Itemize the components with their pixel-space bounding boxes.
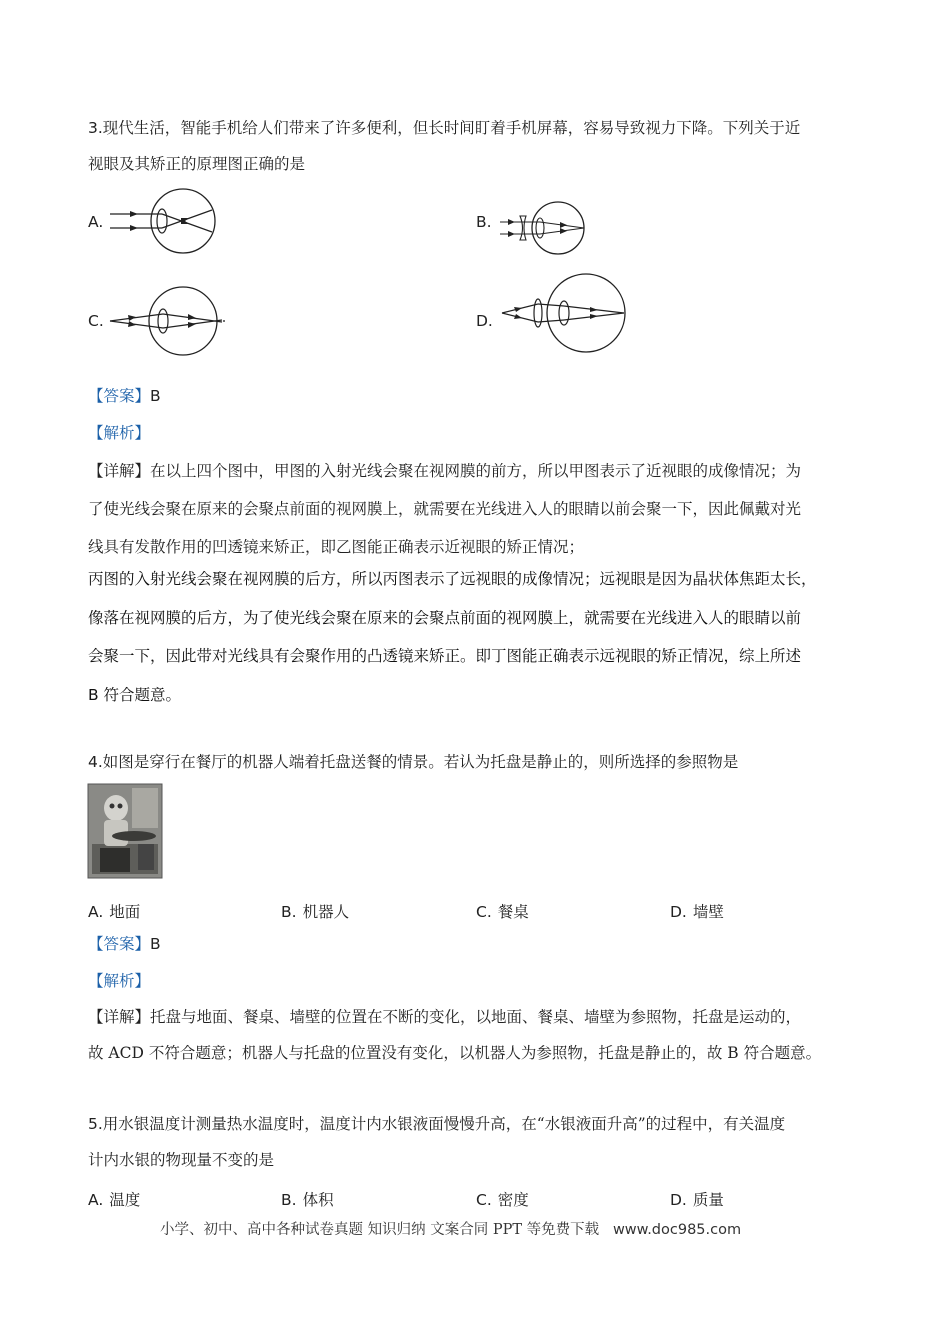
q4-detail-line2: 故 ACD 不符合题意；机器人与托盘的位置没有变化，以机器人为参照物，托盘是静止的，故 B 符合题意。 [88, 1044, 822, 1062]
q4-option-d-label: D. [670, 903, 687, 921]
q3-answer-tag: 【答案】 [88, 387, 151, 405]
q5-option-c [476, 1188, 529, 1210]
q3-detail-line1: 在以上四个图中，甲图的入射光线会聚在视网膜的前方，所以甲图表示了近视眼的成像情况；为 [150, 462, 802, 480]
q3-detail-bold [88, 560, 868, 714]
q5-stem-line1: 用水银温度计测量热水温度时，温度计内水银液面慢慢升高，在“水银液面升高”的过程中，有关温度 [102, 1115, 786, 1133]
q3-bold-line2: 像落在视网膜的后方，为了使光线会聚在原来的会聚点前面的视网膜上，就需要在光线进入人的眼睛以前 [88, 608, 802, 627]
q3-option-a [88, 213, 109, 231]
q3-bold-line4: B 符合题意。 [88, 685, 182, 704]
q4-option-c-label: C. [476, 903, 492, 921]
footer-text: 小学、初中、高中各种试卷真题 知识归纳 文案合同 PPT 等免费下载 [160, 1222, 600, 1238]
q3-analysis-tag: 【解析】 [88, 424, 151, 442]
q3-option-c [88, 312, 110, 330]
q3-detail-tag: 【详解】 [88, 462, 151, 480]
q3-answer [88, 378, 161, 414]
q3-option-b-label: B. [476, 213, 492, 231]
robot-waiter-photo [88, 784, 162, 878]
eye-diagram-a [108, 188, 220, 254]
q3-stem-line2: 视眼及其矫正的原理图正确的是 [88, 155, 306, 173]
q5-option-b [281, 1188, 334, 1210]
q3-detail [88, 452, 868, 566]
q4-detail [88, 999, 868, 1071]
page-footer [160, 1218, 741, 1239]
q4-option-b [281, 900, 349, 922]
q3-answer-value: B [150, 387, 161, 405]
q4-answer [88, 926, 161, 962]
eye-diagram-c [108, 286, 228, 356]
q4-option-b-label: B. [281, 903, 297, 921]
q3-stem [88, 110, 868, 182]
eye-diagram-b [498, 200, 590, 256]
q3-analysis-heading [88, 415, 150, 451]
q5-option-d-label: D. [670, 1191, 687, 1209]
eye-diagram-d [498, 272, 630, 356]
q3-option-c-label: C. [88, 312, 104, 330]
q3-stem-line1: 现代生活，智能手机给人们带来了许多便利，但长时间盯着手机屏幕，容易导致视力下降。下列关于近 [102, 119, 801, 137]
q4-detail-line1: 托盘与地面、餐桌、墙壁的位置在不断的变化，以地面、餐桌、墙壁为参照物，托盘是运动的， [150, 1008, 802, 1026]
q4-stem-text: 如图是穿行在餐厅的机器人端着托盘送餐的情景。若认为托盘是静止的，则所选择的参照物是 [102, 753, 739, 771]
q4-option-b-text: 机器人 [302, 903, 350, 921]
q5-option-b-label: B. [281, 1191, 297, 1209]
q5-option-a [88, 1188, 140, 1210]
q3-detail-line3: 线具有发散作用的凹透镜来矫正，即乙图能正确表示近视眼的矫正情况； [88, 538, 585, 556]
q5-option-c-label: C. [476, 1191, 492, 1209]
q4-number: 4. [88, 753, 103, 771]
q5-stem [88, 1106, 868, 1178]
footer-url[interactable]: www.doc985.com [612, 1222, 742, 1238]
q4-option-d-text: 墙壁 [692, 903, 724, 921]
q4-option-a-label: A. [88, 903, 104, 921]
q3-detail-line2: 了使光线会聚在原来的会聚点前面的视网膜上，就需要在光线进入人的眼睛以前会聚一下，因此佩戴对光 [88, 500, 802, 518]
q4-option-c [476, 900, 529, 922]
q5-option-d-text: 质量 [692, 1191, 724, 1209]
q3-bold-line1: 丙图的入射光线会聚在视网膜的后方，所以丙图表示了远视眼的成像情况；远视眼是因为晶状体焦距太长， [88, 570, 817, 588]
q4-answer-value: B [150, 935, 161, 953]
q4-stem [88, 744, 868, 780]
q3-number: 3. [88, 119, 103, 137]
q4-analysis-tag: 【解析】 [88, 972, 151, 990]
q3-option-b [476, 213, 498, 231]
q5-option-b-text: 体积 [302, 1191, 334, 1209]
q4-option-c-text: 餐桌 [497, 903, 529, 921]
q3-option-a-label: A. [88, 213, 104, 231]
q4-option-a-text: 地面 [109, 903, 141, 921]
q5-option-a-label: A. [88, 1191, 104, 1209]
q4-detail-tag: 【详解】 [88, 1008, 151, 1026]
q5-stem-line2: 计内水银的物现量不变的是 [88, 1151, 275, 1169]
q5-option-d [670, 1188, 724, 1210]
q4-option-a [88, 900, 140, 922]
q3-option-d [476, 312, 499, 330]
q5-option-a-text: 温度 [109, 1191, 141, 1209]
q4-answer-tag: 【答案】 [88, 935, 151, 953]
q5-option-c-text: 密度 [497, 1191, 529, 1209]
q3-option-d-label: D. [476, 312, 493, 330]
q4-option-d [670, 900, 724, 922]
q3-bold-line3: 会聚一下，因此带对光线具有会聚作用的凸透镜来矫正。即丁图能正确表示远视眼的矫正情况，综上所述 [88, 647, 802, 665]
q4-analysis-heading [88, 963, 150, 999]
q5-number: 5. [88, 1115, 103, 1133]
